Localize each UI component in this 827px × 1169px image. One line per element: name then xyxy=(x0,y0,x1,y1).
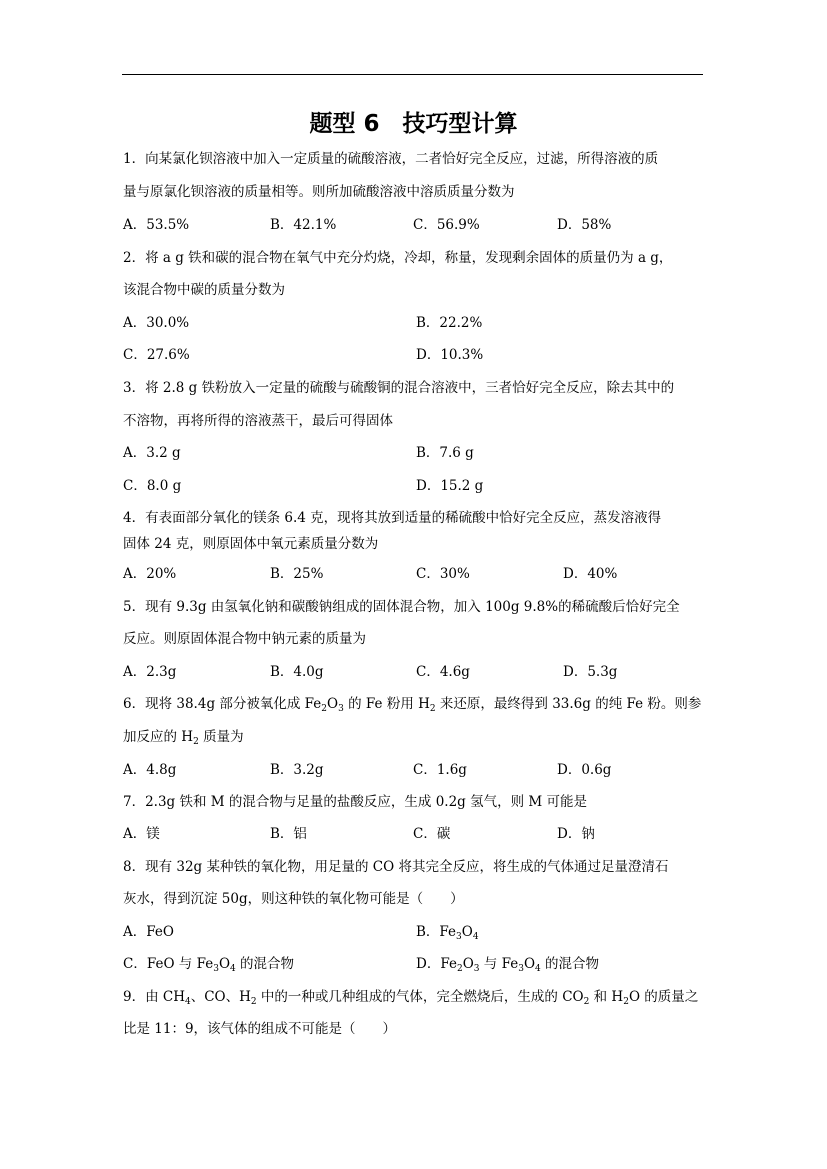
q4-option-d: D．40% xyxy=(563,566,618,582)
q3-option-a: A．3.2 g xyxy=(123,445,181,461)
q2-option-c: C．27.6% xyxy=(123,347,190,363)
q7-option-b: B．铝 xyxy=(270,826,307,842)
question-3-line-1: 3．将 2.8 g 铁粉放入一定量的硫酸与硫酸铜的混合溶液中，三者恰好完全反应，除去其中的 xyxy=(123,380,675,396)
q5-option-a: A．2.3g xyxy=(123,664,177,680)
question-5-line-1: 5．现有 9.3g 由氢氧化钠和碳酸钠组成的固体混合物，加入 100g 9.8%的稀硫酸后恰好完全 xyxy=(123,599,680,615)
question-1-line-1: 1．向某氯化钡溶液中加入一定质量的硫酸溶液，二者恰好完全反应，过滤，所得溶液的质 xyxy=(123,151,659,167)
q1-option-c: C．56.9% xyxy=(413,217,480,233)
q6-option-b: B．3.2g xyxy=(270,762,324,778)
question-8-line-1: 8．现有 32g 某种铁的氧化物，用足量的 CO 将其完全反应，将生成的气体通过足量澄清石 xyxy=(123,859,669,875)
q7-option-d: D．钠 xyxy=(557,826,595,842)
question-6-line-1: 6．现将 38.4g 部分被氧化成 $Fe_2O_3$ 的 Fe 粉用 $H_2$ 来还原，最终得到 33.6g 的纯 Fe 粉。则参 xyxy=(123,696,702,714)
q6-option-d: D．0.6g xyxy=(557,762,612,778)
question-7-line-1: 7．2.3g 铁和 M 的混合物与足量的盐酸反应，生成 0.2g 氢气，则 M 可能是 xyxy=(123,794,587,810)
q3-option-b: B．7.6 g xyxy=(416,445,474,461)
q5-option-d: D．5.3g xyxy=(563,664,618,680)
question-5-line-2: 反应。则原固体混合物中钠元素的质量为 xyxy=(123,631,366,647)
q7-option-c: C．碳 xyxy=(413,826,451,842)
q5-option-c: C．4.6g xyxy=(416,664,470,680)
q3-option-d: D．15.2 g xyxy=(416,478,484,494)
q1-option-b: B．42.1% xyxy=(270,217,337,233)
question-9-line-1: 9．由 $CH_4$、CO、$H_2$ 中的一种或几种组成的气体，完全燃烧后，生成的 $CO_2$ 和 $H_2O$ 的质量之 xyxy=(123,989,699,1007)
q6-option-a: A．4.8g xyxy=(123,762,177,778)
question-8-line-2: 灰水，得到沉淀 50g，则这种铁的氧化物可能是（ ） xyxy=(123,891,464,907)
question-4-line-1: 4．有表面部分氧化的镁条 6.4 克，现将其放到适量的稀硫酸中恰好完全反应，蒸发溶液得 xyxy=(123,510,662,526)
q2-option-a: A．30.0% xyxy=(123,315,190,331)
question-1-line-2: 量与原氯化钡溶液的质量相等。则所加硫酸溶液中溶质质量分数为 xyxy=(123,184,515,200)
question-9-line-2: 比是 11：9，该气体的组成不可能是（ ） xyxy=(123,1021,397,1037)
q1-option-a: A．53.5% xyxy=(123,217,190,233)
q4-option-c: C．30% xyxy=(416,566,470,582)
q7-option-a: A．镁 xyxy=(123,826,160,842)
q8-option-a: A．FeO xyxy=(123,924,174,940)
q8-option-d: D．$Fe_2O_3$ 与 $Fe_3O_4$ 的混合物 xyxy=(416,956,600,974)
question-4-line-2: 固体 24 克，则原固体中氧元素质量分数为 xyxy=(123,536,379,552)
q5-option-b: B．4.0g xyxy=(270,664,324,680)
question-2-line-1: 2．将 a g 铁和碳的混合物在氧气中充分灼烧，冷却，称量，发现剩余固体的质量仍为 a g， xyxy=(123,250,673,266)
q2-option-b: B．22.2% xyxy=(416,315,483,331)
question-6-line-2: 加反应的 $H_2$ 质量为 xyxy=(123,729,244,747)
q4-option-a: A．20% xyxy=(123,566,177,582)
q4-option-b: B．25% xyxy=(270,566,324,582)
q2-option-d: D．10.3% xyxy=(416,347,484,363)
q8-option-c: C．FeO 与 $Fe_3O_4$ 的混合物 xyxy=(123,956,295,974)
q3-option-c: C．8.0 g xyxy=(123,478,182,494)
question-3-line-2: 不溶物，再将所得的溶液蒸干，最后可得固体 xyxy=(123,413,393,429)
q1-option-d: D．58% xyxy=(557,217,612,233)
q8-option-b: B．$Fe_3O_4$ xyxy=(416,924,479,942)
question-2-line-2: 该混合物中碳的质量分数为 xyxy=(123,282,285,298)
q6-option-c: C．1.6g xyxy=(413,762,467,778)
header-rule xyxy=(122,74,703,75)
page-title: 题型 6 技巧型计算 xyxy=(309,111,518,137)
